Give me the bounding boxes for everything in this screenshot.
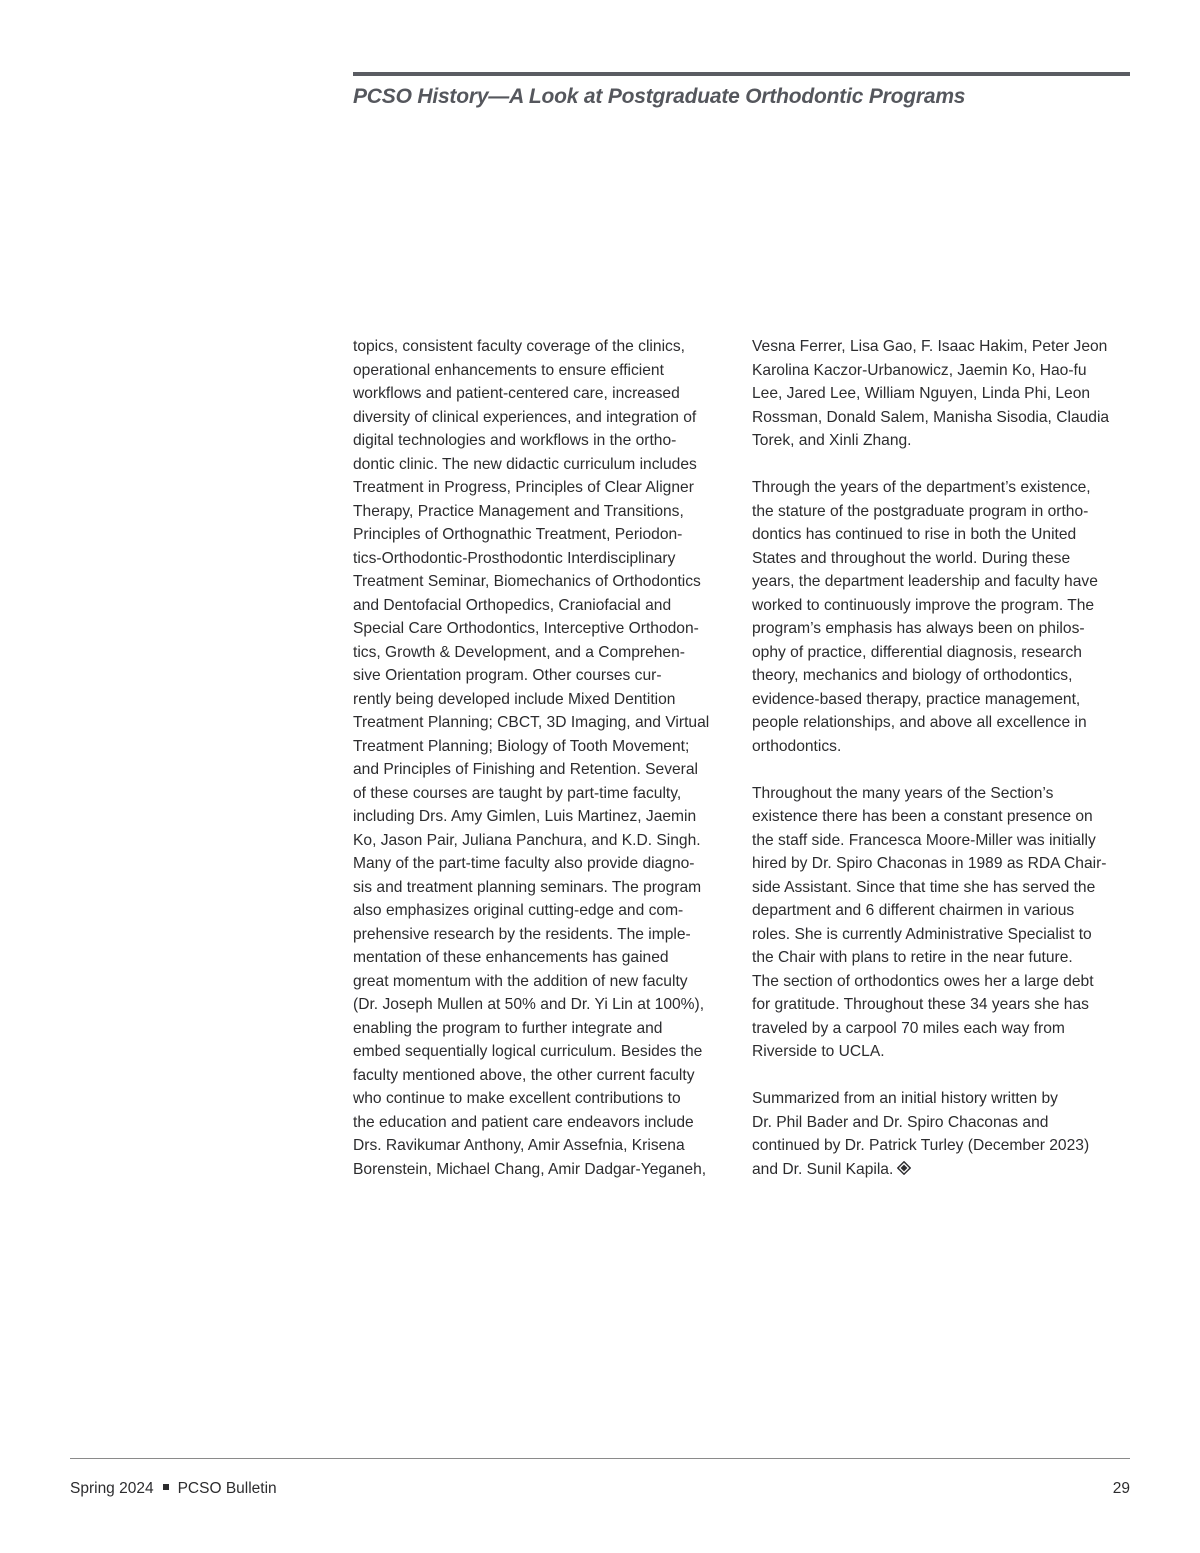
text-line: people relationships, and above all excellence in bbox=[752, 714, 1087, 731]
text-line: Dr. Phil Bader and Dr. Spiro Chaconas and bbox=[752, 1113, 1049, 1131]
text-line: prehensive research by the residents. The imple- bbox=[353, 925, 691, 943]
text-line: sive Orientation program. Other courses cur- bbox=[353, 667, 662, 684]
text-line: Vesna Ferrer, Lisa Gao, F. Isaac Hakim, Peter Jeon bbox=[752, 338, 1108, 355]
text-line: (Dr. Joseph Mullen at 50% and Dr. Yi Lin at 100%), bbox=[353, 996, 705, 1013]
text-line: of these courses are taught by part-time faculty, bbox=[353, 784, 682, 802]
text-line: Summarized from an initial history written by bbox=[752, 1090, 1058, 1107]
text-line: also emphasizes original cutting-edge and com- bbox=[353, 902, 684, 919]
text-line: dontics has continued to rise in both the United bbox=[752, 526, 1077, 543]
text-line: dontic clinic. The new didactic curriculum includes bbox=[353, 455, 697, 473]
footer-issue: Spring 2024 bbox=[70, 1480, 154, 1497]
paragraph bbox=[752, 476, 1130, 758]
text-line: tics-Orthodontic-Prosthodontic Interdisciplinary bbox=[353, 549, 676, 567]
text-line: Through the years of the department’s existence, bbox=[752, 479, 1091, 496]
text-line: orthodontics. bbox=[752, 737, 842, 755]
paragraph bbox=[752, 335, 1130, 453]
text-line: years, the department leadership and faculty have bbox=[752, 573, 1098, 590]
text-line: roles. She is currently Administrative Specialist to bbox=[752, 925, 1092, 943]
text-line: worked to continuously improve the program. The bbox=[752, 596, 1095, 614]
left-column bbox=[353, 335, 733, 1181]
text-line: department and 6 different chairmen in various bbox=[752, 902, 1075, 919]
text-line: faculty mentioned above, the other current faculty bbox=[353, 1066, 695, 1084]
text-line: and Dr. Sunil Kapila. bbox=[752, 1158, 1130, 1182]
paragraph bbox=[353, 335, 733, 1181]
square-bullet-icon bbox=[163, 1484, 169, 1490]
text-line: Drs. Ravikumar Anthony, Amir Assefnia, Krisena bbox=[353, 1137, 685, 1154]
text-line: program’s emphasis has always been on philos- bbox=[752, 620, 1085, 637]
header-rule bbox=[353, 72, 1130, 76]
text-line: Ko, Jason Pair, Juliana Panchura, and K.D. Singh. bbox=[353, 831, 701, 849]
text-line: Therapy, Practice Management and Transitions, bbox=[353, 502, 684, 520]
text-line: Treatment Seminar, Biomechanics of Orthodontics bbox=[353, 573, 701, 590]
text-line: including Drs. Amy Gimlen, Luis Martinez, Jaemin bbox=[353, 808, 697, 825]
text-line: existence there has been a constant presence on bbox=[752, 808, 1093, 825]
text-line: tics, Growth & Development, and a Comprehen- bbox=[353, 643, 685, 661]
text-line: Principles of Orthognathic Treatment, Periodon- bbox=[353, 526, 683, 543]
text-line: topics, consistent faculty coverage of the clinics, bbox=[353, 338, 685, 355]
text-line: digital technologies and workflows in the ortho- bbox=[353, 432, 677, 449]
text-line: Treatment in Progress, Principles of Clear Aligner bbox=[353, 479, 694, 496]
text-line: the education and patient care endeavors include bbox=[353, 1113, 694, 1131]
text-line: and Principles of Finishing and Retention. Several bbox=[353, 761, 698, 778]
text-line: Special Care Orthodontics, Interceptive Orthodon- bbox=[353, 620, 699, 637]
text-line: Throughout the many years of the Section’s bbox=[752, 784, 1054, 802]
right-column bbox=[752, 335, 1130, 1181]
text-line: Lee, Jared Lee, William Nguyen, Linda Phi, Leon bbox=[752, 385, 1091, 402]
page-number: 29 bbox=[1112, 1480, 1130, 1497]
text-line: States and throughout the world. During these bbox=[752, 549, 1071, 567]
text-line: sis and treatment planning seminars. The program bbox=[353, 878, 702, 896]
text-line: ophy of practice, differential diagnosis, research bbox=[752, 643, 1082, 661]
text-line: Treatment Planning; CBCT, 3D Imaging, and Virtual bbox=[353, 714, 710, 731]
text-line: diversity of clinical experiences, and integration of bbox=[353, 408, 697, 426]
footer-publication-name: PCSO Bulletin bbox=[177, 1480, 277, 1497]
diamond-end-mark-icon bbox=[897, 1161, 911, 1175]
text-line: Rossman, Donald Salem, Manisha Sisodia, Claudia bbox=[752, 408, 1110, 426]
text-line: who continue to make excellent contributions to bbox=[353, 1090, 681, 1107]
paragraph bbox=[752, 782, 1130, 1064]
text-line: Many of the part-time faculty also provide diagno- bbox=[353, 855, 695, 872]
text-line: embed sequentially logical curriculum. Besides the bbox=[353, 1043, 703, 1060]
page-title: PCSO History—A Look at Postgraduate Orthodontic Programs bbox=[353, 85, 966, 108]
text-line: traveled by a carpool 70 miles each way from bbox=[752, 1019, 1065, 1037]
text-line: Torek, and Xinli Zhang. bbox=[752, 432, 912, 449]
text-line: the Chair with plans to retire in the near future. bbox=[752, 949, 1073, 966]
text-line: operational enhancements to ensure efficient bbox=[353, 361, 664, 379]
text-line: side Assistant. Since that time she has served the bbox=[752, 878, 1096, 896]
text-line: Riverside to UCLA. bbox=[752, 1043, 885, 1060]
text-line: Karolina Kaczor-Urbanowicz, Jaemin Ko, Hao-fu bbox=[752, 361, 1087, 379]
text-line: enabling the program to further integrate and bbox=[353, 1019, 663, 1037]
text-line: theory, mechanics and biology of orthodontics, bbox=[752, 667, 1073, 684]
paragraph bbox=[752, 1087, 1130, 1181]
text-line: Borenstein, Michael Chang, Amir Dadgar-Yeganeh, bbox=[353, 1160, 707, 1178]
text-line: and Dentofacial Orthopedics, Craniofacial and bbox=[353, 596, 672, 614]
text-line: continued by Dr. Patrick Turley (December 2023) bbox=[752, 1137, 1090, 1154]
text-line: for gratitude. Throughout these 34 years she has bbox=[752, 996, 1089, 1013]
text-line: Treatment Planning; Biology of Tooth Movement; bbox=[353, 737, 690, 755]
text-line: workflows and patient-centered care, increased bbox=[353, 385, 680, 402]
footer-publication bbox=[70, 1480, 277, 1498]
text-line: evidence-based therapy, practice management, bbox=[752, 690, 1081, 708]
footer-rule bbox=[70, 1458, 1130, 1459]
text-line: The section of orthodontics owes her a large debt bbox=[752, 972, 1094, 990]
text-line: mentation of these enhancements has gained bbox=[353, 949, 669, 966]
text-line: the staff side. Francesca Moore-Miller was initially bbox=[752, 831, 1096, 849]
text-line: great momentum with the addition of new faculty bbox=[353, 972, 688, 990]
text-line: hired by Dr. Spiro Chaconas in 1989 as RDA Chair- bbox=[752, 855, 1107, 872]
text-line: rently being developed include Mixed Dentition bbox=[353, 690, 676, 708]
text-line: the stature of the postgraduate program in ortho- bbox=[752, 502, 1089, 520]
